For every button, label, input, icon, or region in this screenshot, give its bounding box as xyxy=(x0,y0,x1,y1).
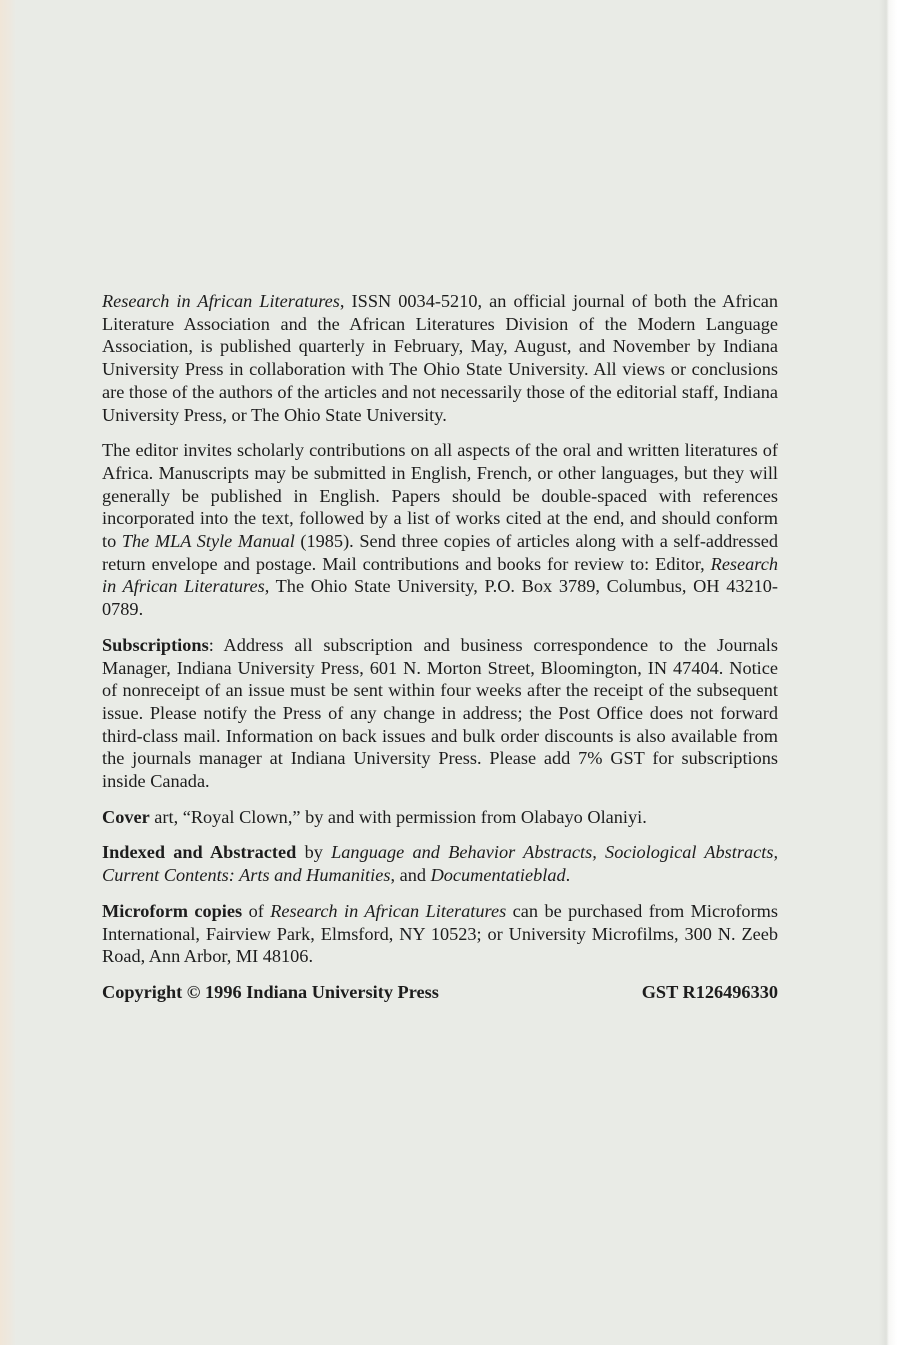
page-edge-left xyxy=(0,0,16,1345)
editor-text-1: The editor invites scholarly contributions on all aspects of the oral and written literatures of Africa. Manuscripts may be submitted in English, French, or other languages, but they will generally be published in English. Papers should be double-spaced with references incorporated into the text, followed by a list of works cited at the end, and should conform to xyxy=(102,440,778,552)
editor-paragraph xyxy=(102,439,778,621)
journal-title: Research in African Literatures xyxy=(270,900,507,921)
manual-title: The MLA Style Manual xyxy=(121,531,295,552)
microform-text-2: can be purchased from Microforms International, Fairview Park, Elmsford, NY 10523; or University Microfilms, 300 N. Zeeb Road, Ann Arbor, MI 48106. xyxy=(102,900,778,967)
subscriptions-text: : Address all subscription and business correspondence to the Journals Manager, Indiana University Press, 601 N. Morton Street, Bloomington, IN 47404. Notice of nonreceipt of an issue must be sent within four weeks after the receipt of the subsequent issue. Please notify the Press of any change in address; the Post Office does not forward third-class mail. Information on back issues and bulk order discounts is also available from the journals manager at Indiana University Press. Please add 7% GST for subscriptions inside Canada. xyxy=(102,634,778,792)
cover-text: art, “Royal Clown,” by and with permission from Olabayo Olaniyi. xyxy=(149,806,647,827)
cover-paragraph xyxy=(102,806,778,829)
index-list: Language and Behavior Abstracts, Sociological Abstracts, Current Contents: Arts and Humanities xyxy=(102,842,779,886)
subscriptions-heading: Subscriptions xyxy=(102,634,209,655)
subscriptions-paragraph xyxy=(102,634,778,793)
indexed-text-1: by xyxy=(296,842,332,863)
indexed-text-3: . xyxy=(565,865,571,886)
indexed-heading: Indexed and Abstracted xyxy=(102,842,297,863)
journal-title: Research in African Literatures xyxy=(102,291,340,311)
editor-text-3: , The Ohio State University, P.O. Box 3789, Columbus, OH 43210-0789. xyxy=(102,576,778,620)
index-documentatieblad: Documentatieblad xyxy=(430,865,566,886)
microform-paragraph xyxy=(102,900,778,968)
indexed-paragraph xyxy=(102,841,778,886)
masthead-paragraph xyxy=(102,290,778,426)
copyright-row xyxy=(102,981,778,1004)
indexed-text-2: , and xyxy=(390,865,431,886)
page-edge-right xyxy=(879,0,897,1345)
masthead-text: , ISSN 0034-5210, an official journal of both the African Literature Association and the African Literatures Division of the Modern Language Association, is published quarterly in February, May, August, and November by Indiana University Press in collaboration with The Ohio State University. All views or conclusions are those of the authors of the articles and not necessarily those of the editorial staff, Indiana University Press, or The Ohio State University. xyxy=(102,291,779,425)
editor-text-2: (1985). Send three copies of articles along with a self-addressed return envelope and postage. Mail contributions and books for review to: Editor, xyxy=(102,531,778,574)
journal-title: Research in African Literatures xyxy=(102,553,778,597)
copyright-page-text xyxy=(102,290,778,1004)
cover-heading: Cover xyxy=(102,806,150,827)
microform-text-1: of xyxy=(242,900,271,921)
copyright-notice: Copyright © 1996 Indiana University Press xyxy=(102,981,439,1002)
gst-number: GST R126496330 xyxy=(641,981,778,1002)
microform-heading: Microform copies xyxy=(102,900,243,921)
